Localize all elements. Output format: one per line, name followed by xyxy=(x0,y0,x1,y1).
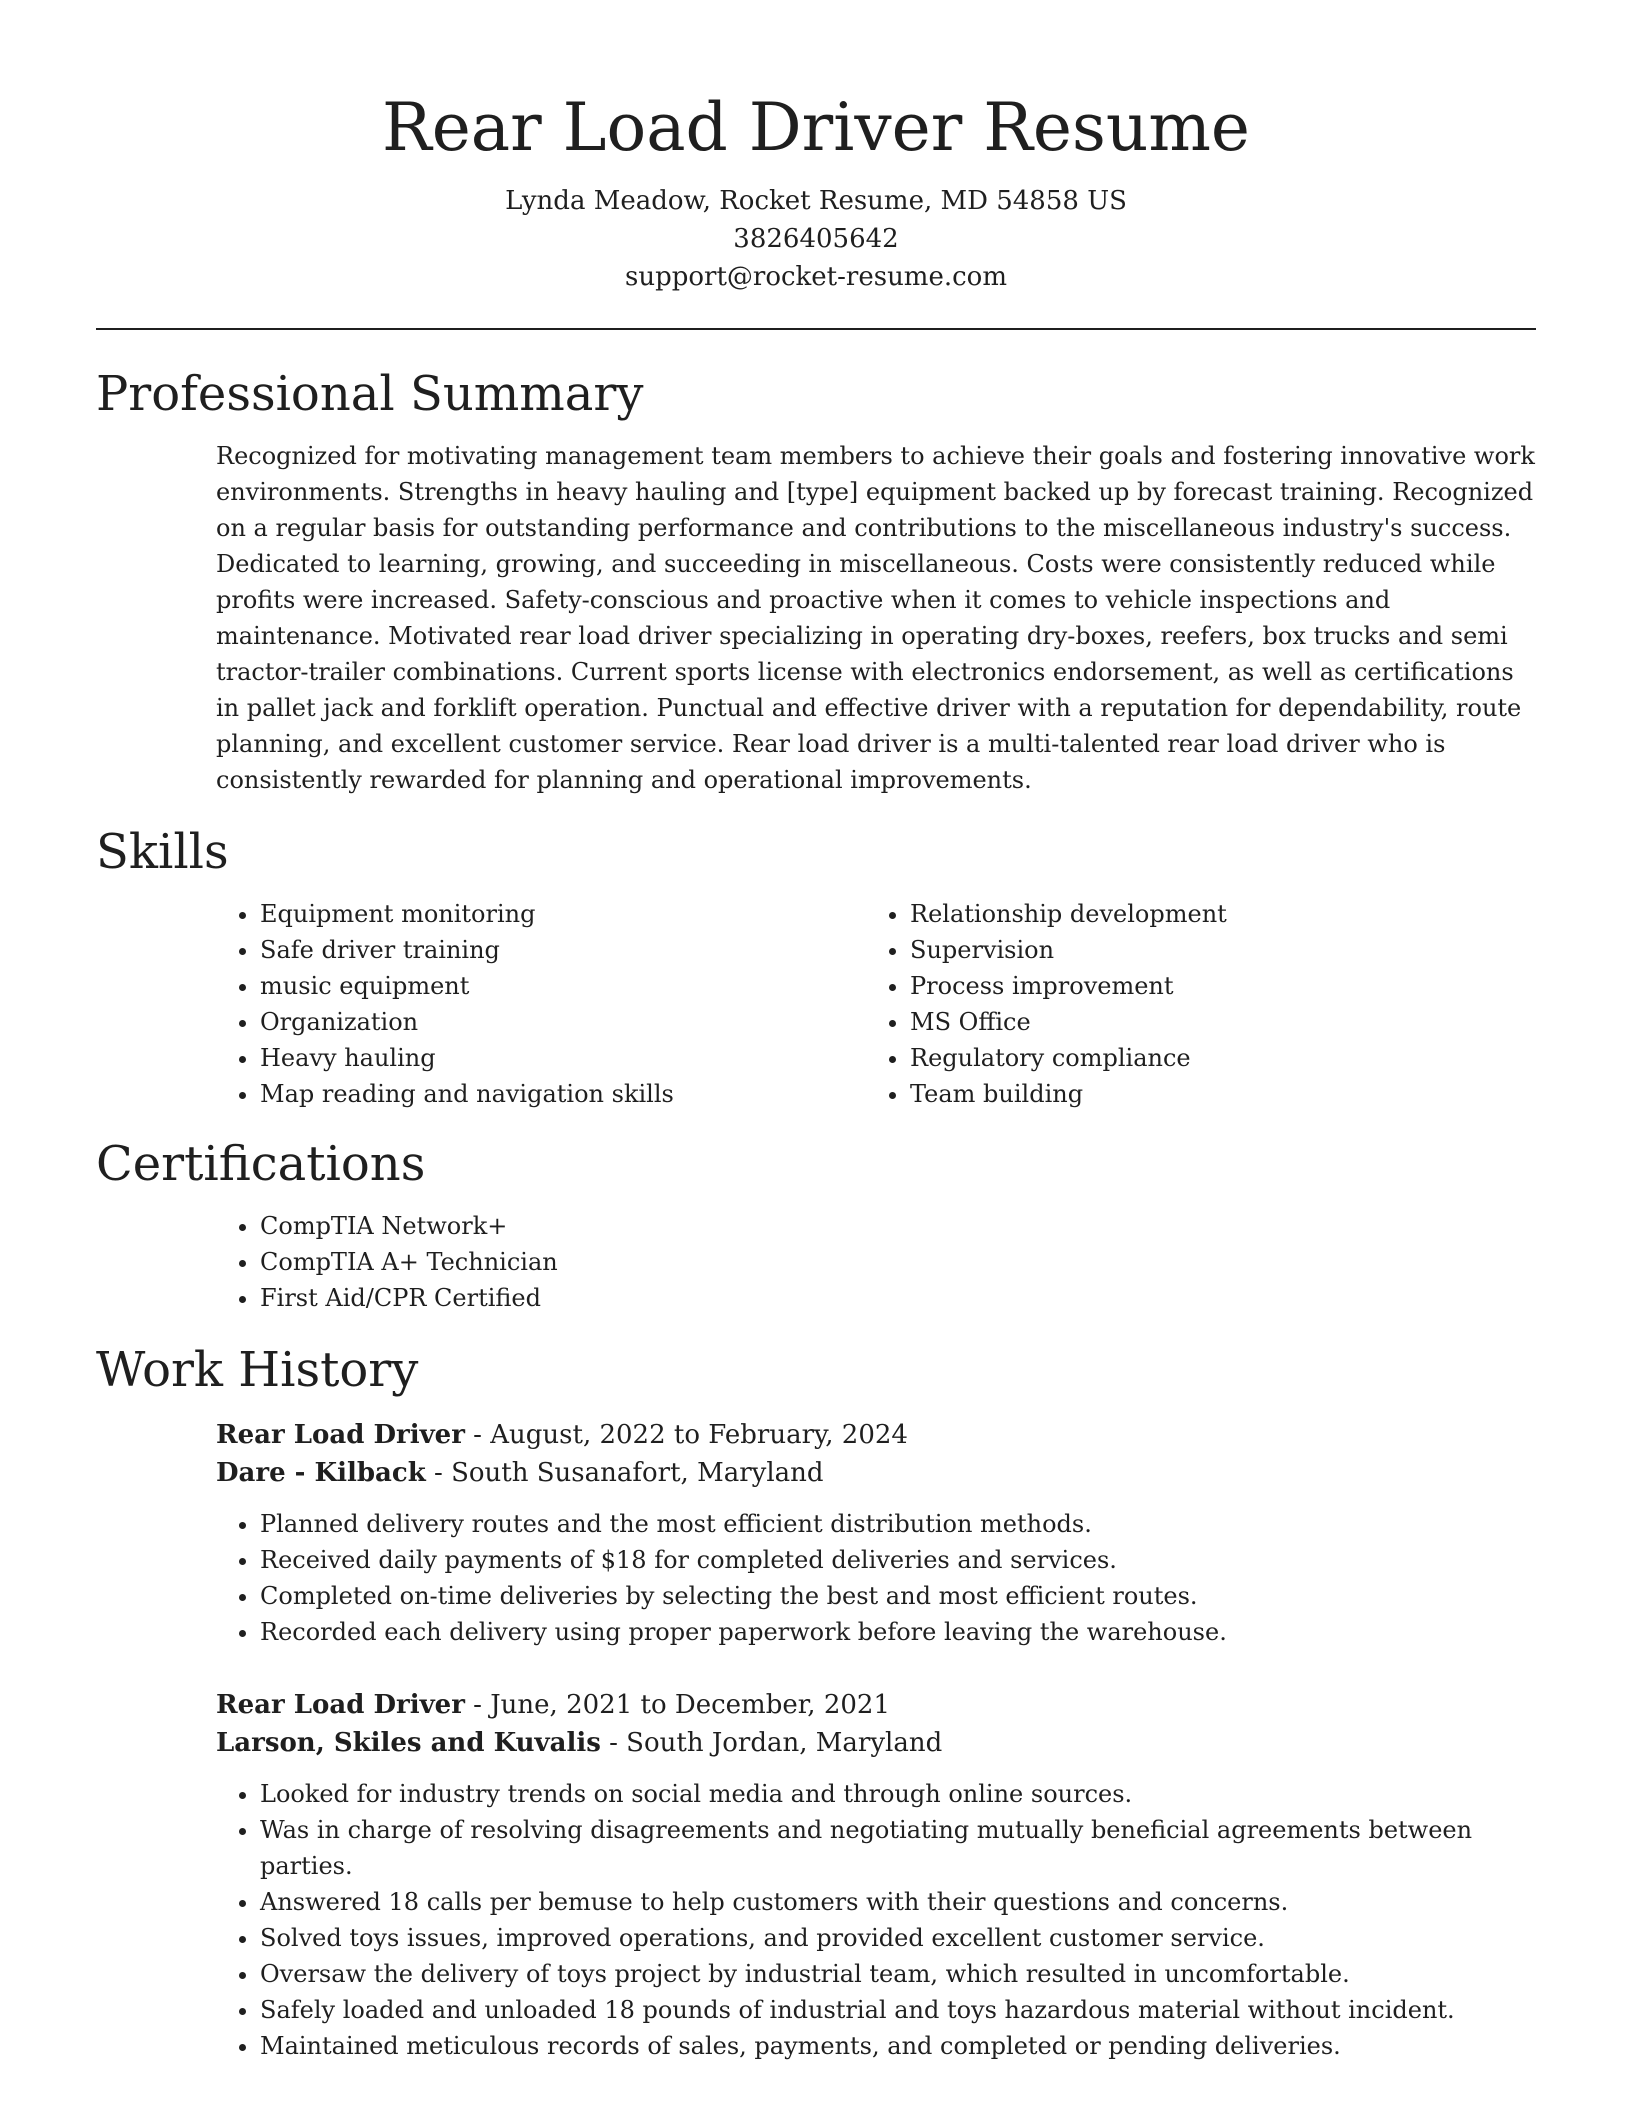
resume-title: Rear Load Driver Resume xyxy=(382,89,1250,166)
work-history-section xyxy=(96,1338,1536,2064)
skill-item: • Relationship development xyxy=(910,896,1516,932)
job-location: - South Jordan, Maryland xyxy=(600,1728,943,1758)
job-bullet: • Maintained meticulous records of sales, payments, and completed or pending deliveries. xyxy=(260,2028,1536,2064)
skill-item: • Organization xyxy=(260,1004,866,1040)
resume-header xyxy=(96,0,1536,296)
certification-item: • CompTIA A+ Technician xyxy=(260,1244,1536,1280)
skill-item: • Supervision xyxy=(910,932,1516,968)
skill-item: • music equipment xyxy=(260,968,866,1004)
job-entry xyxy=(216,1416,1536,1650)
summary-heading: Professional Summary xyxy=(96,366,644,422)
skills-list-left xyxy=(216,896,866,1112)
skill-item: • Map reading and navigation skills xyxy=(260,1076,866,1112)
job-company: Larson, Skiles and Kuvalis xyxy=(216,1728,601,1758)
job-bullet: • Planned delivery routes and the most efficient distribution methods. xyxy=(260,1506,1536,1542)
job-dates: - June, 2021 to December, 2021 xyxy=(464,1690,890,1720)
skills-grid xyxy=(216,896,1536,1112)
job-company-line xyxy=(216,1454,1536,1492)
job-title: Rear Load Driver xyxy=(216,1690,465,1720)
contact-phone: 3826405642 xyxy=(733,224,899,254)
skills-column-left xyxy=(216,896,866,1112)
certification-item: • First Aid/CPR Certified xyxy=(260,1280,1536,1316)
skills-heading: Skills xyxy=(96,824,229,880)
header-divider xyxy=(96,328,1536,330)
summary-body xyxy=(216,438,1536,798)
job-company: Dare - Kilback xyxy=(216,1458,426,1488)
job-bullet: • Safely loaded and unloaded 18 pounds of industrial and toys hazardous material without incident. xyxy=(260,1992,1536,2028)
work-history-body xyxy=(216,1416,1536,2064)
job-location: - South Susanafort, Maryland xyxy=(425,1458,824,1488)
job-bullet: • Received daily payments of $18 for completed deliveries and services. xyxy=(260,1542,1536,1578)
job-title-line xyxy=(216,1416,1536,1454)
skill-item: • Process improvement xyxy=(910,968,1516,1004)
certifications-body xyxy=(216,1208,1536,1316)
job-bullet: • Oversaw the delivery of toys project by industrial team, which resulted in uncomfortable. xyxy=(260,1956,1536,1992)
skills-section xyxy=(96,820,1536,1112)
job-dates: - August, 2022 to February, 2024 xyxy=(464,1420,908,1450)
job-bullet: • Looked for industry trends on social media and through online sources. xyxy=(260,1776,1536,1812)
resume-page xyxy=(96,0,1536,2064)
skill-item: • Heavy hauling xyxy=(260,1040,866,1076)
job-title: Rear Load Driver xyxy=(216,1420,465,1450)
contact-email: support@rocket-resume.com xyxy=(624,262,1007,292)
contact-info xyxy=(96,182,1536,296)
job-title-line xyxy=(216,1686,1536,1724)
job-bullet: • Solved toys issues, improved operations, and provided excellent customer service. xyxy=(260,1920,1536,1956)
job-bullets xyxy=(216,1776,1536,2064)
work-history-heading: Work History xyxy=(96,1342,419,1398)
skill-item: • MS Office xyxy=(910,1004,1516,1040)
job-bullet: • Was in charge of resolving disagreements and negotiating mutually beneficial agreements between parties. xyxy=(260,1812,1536,1884)
job-company-line xyxy=(216,1724,1536,1762)
contact-address: Lynda Meadow, Rocket Resume, MD 54858 US xyxy=(505,186,1127,216)
skill-item: • Team building xyxy=(910,1076,1516,1112)
certifications-section xyxy=(96,1132,1536,1316)
job-bullet: • Recorded each delivery using proper paperwork before leaving the warehouse. xyxy=(260,1614,1536,1650)
skill-item: • Safe driver training xyxy=(260,932,866,968)
skill-item: • Equipment monitoring xyxy=(260,896,866,932)
job-bullets xyxy=(216,1506,1536,1650)
certifications-list xyxy=(216,1208,1536,1316)
skill-item: • Regulatory compliance xyxy=(910,1040,1516,1076)
skills-column-right xyxy=(866,896,1516,1112)
job-entry xyxy=(216,1686,1536,2064)
summary-section xyxy=(96,362,1536,798)
summary-text: Recognized for motivating management team members to achieve their goals and fostering innovative work environments. Strengths in heavy hauling and [type] equipment backed up by forecast training. Recognized on a regular basis for outstanding performance and contributions to the miscellaneous industry's success. Dedicated to learning, growing, and succeeding in miscellaneous. Costs were consistently reduced while profits were increased. Safety-conscious and proactive when it comes to vehicle inspections and maintenance. Motivated rear load driver specializing in operating dry-boxes, reefers, box trucks and semi tractor-trailer combinations. Current sports license with electronics endorsement, as well as certifications in pallet jack and forklift operation. Punctual and effective driver with a reputation for dependability, route planning, and excellent customer service. Rear load driver is a multi-talented rear load driver who is consistently rewarded for planning and operational improvements. xyxy=(216,442,1535,794)
job-bullet: • Answered 18 calls per bemuse to help customers with their questions and concerns. xyxy=(260,1884,1536,1920)
job-bullet: • Completed on-time deliveries by selecting the best and most efficient routes. xyxy=(260,1578,1536,1614)
certifications-heading: Certifications xyxy=(96,1136,426,1192)
certification-item: • CompTIA Network+ xyxy=(260,1208,1536,1244)
skills-list-right xyxy=(866,896,1516,1112)
